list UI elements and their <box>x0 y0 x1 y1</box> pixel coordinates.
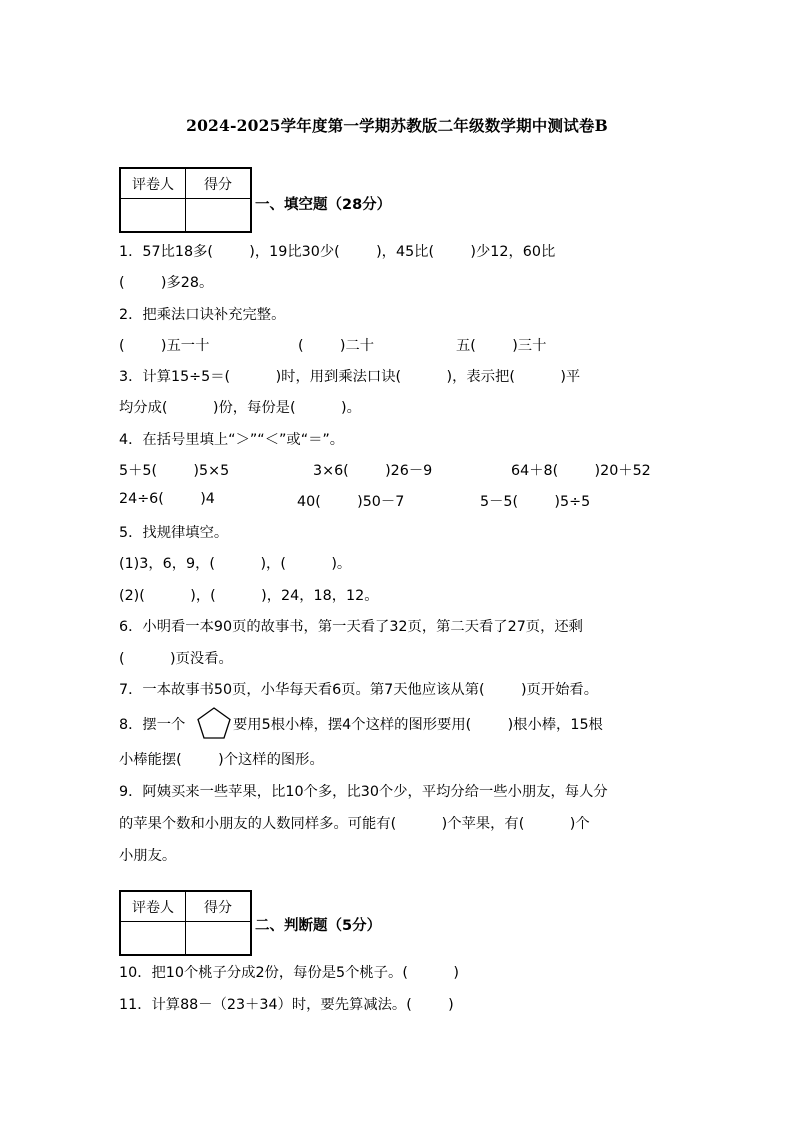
question-2: 2．把乘法口诀补充完整。 <box>119 307 286 323</box>
section-title-true-false: 二、判断题（5分） <box>255 918 382 934</box>
score-cell[interactable] <box>186 199 252 233</box>
question-4-item-a: 5＋5( )5×5 <box>119 463 230 479</box>
grader-label: 评卷人 <box>120 891 186 922</box>
question-4-item-f: 5－5( )5÷5 <box>480 494 591 510</box>
score-table-2 <box>119 890 252 956</box>
question-9-line-1: 9．阿姨买来一些苹果，比10个多，比30个少，平均分给一些小朋友，每人分 <box>119 784 608 800</box>
exam-title: 2024-2025学年度第一学期苏教版二年级数学期中测试卷B <box>186 116 608 135</box>
question-6-line-2: ( )页没看。 <box>119 651 233 667</box>
grader-label: 评卷人 <box>120 168 186 199</box>
question-1-line-1: 1．57比18多( )，19比30少( )，45比( )少12，60比 <box>119 244 556 260</box>
question-11: 11．计算88－（23＋34）时，要先算减法。( ) <box>119 997 454 1013</box>
question-5: 5．找规律填空。 <box>119 525 229 541</box>
question-8-prefix: 8．摆一个 <box>119 717 186 733</box>
question-6-line-1: 6．小明看一本90页的故事书，第一天看了32页，第二天看了27页，还剩 <box>119 619 583 635</box>
question-4: 4．在括号里填上“＞”“＜”或“＝”。 <box>119 432 345 448</box>
pentagon-icon <box>196 706 232 740</box>
question-5-item-2: (2)( )，( )，24，18，12。 <box>119 588 379 604</box>
question-4-item-d: 24÷6( )4 <box>119 491 215 507</box>
question-1-line-2: ( )多28。 <box>119 275 214 291</box>
question-3-line-1: 3．计算15÷5＝( )时，用到乘法口诀( )，表示把( )平 <box>119 369 581 385</box>
question-9-line-2: 的苹果个数和小朋友的人数同样多。可能有( )个苹果，有( )个 <box>119 816 590 832</box>
section-title-fill-blanks: 一、填空题（28分） <box>255 197 392 213</box>
question-2-item-b: ( )二十 <box>298 338 375 354</box>
question-4-item-c: 64＋8( )20＋52 <box>511 463 651 479</box>
score-label: 得分 <box>186 891 252 922</box>
question-2-item-c: 五( )三十 <box>456 338 547 354</box>
question-3-line-2: 均分成( )份，每份是( )。 <box>119 400 361 416</box>
score-cell[interactable] <box>186 922 252 956</box>
question-8-line-1: 要用5根小棒，摆4个这样的图形要用( )根小棒，15根 <box>233 717 603 733</box>
question-2-item-a: ( )五一十 <box>119 338 210 354</box>
question-5-item-1: (1)3，6，9，( )，( )。 <box>119 556 352 572</box>
question-7: 7．一本故事书50页，小华每天看6页。第7天他应该从第( )页开始看。 <box>119 682 599 698</box>
question-9-line-3: 小朋友。 <box>119 848 177 864</box>
question-4-item-e: 40( )50－7 <box>297 494 405 510</box>
question-8-line-2: 小棒能摆( )个这样的图形。 <box>119 752 324 768</box>
grader-cell[interactable] <box>120 199 186 233</box>
question-10: 10．把10个桃子分成2份，每份是5个桃子。( ) <box>119 965 459 981</box>
score-table-1 <box>119 167 252 233</box>
question-4-item-b: 3×6( )26－9 <box>313 463 433 479</box>
grader-cell[interactable] <box>120 922 186 956</box>
score-label: 得分 <box>186 168 252 199</box>
